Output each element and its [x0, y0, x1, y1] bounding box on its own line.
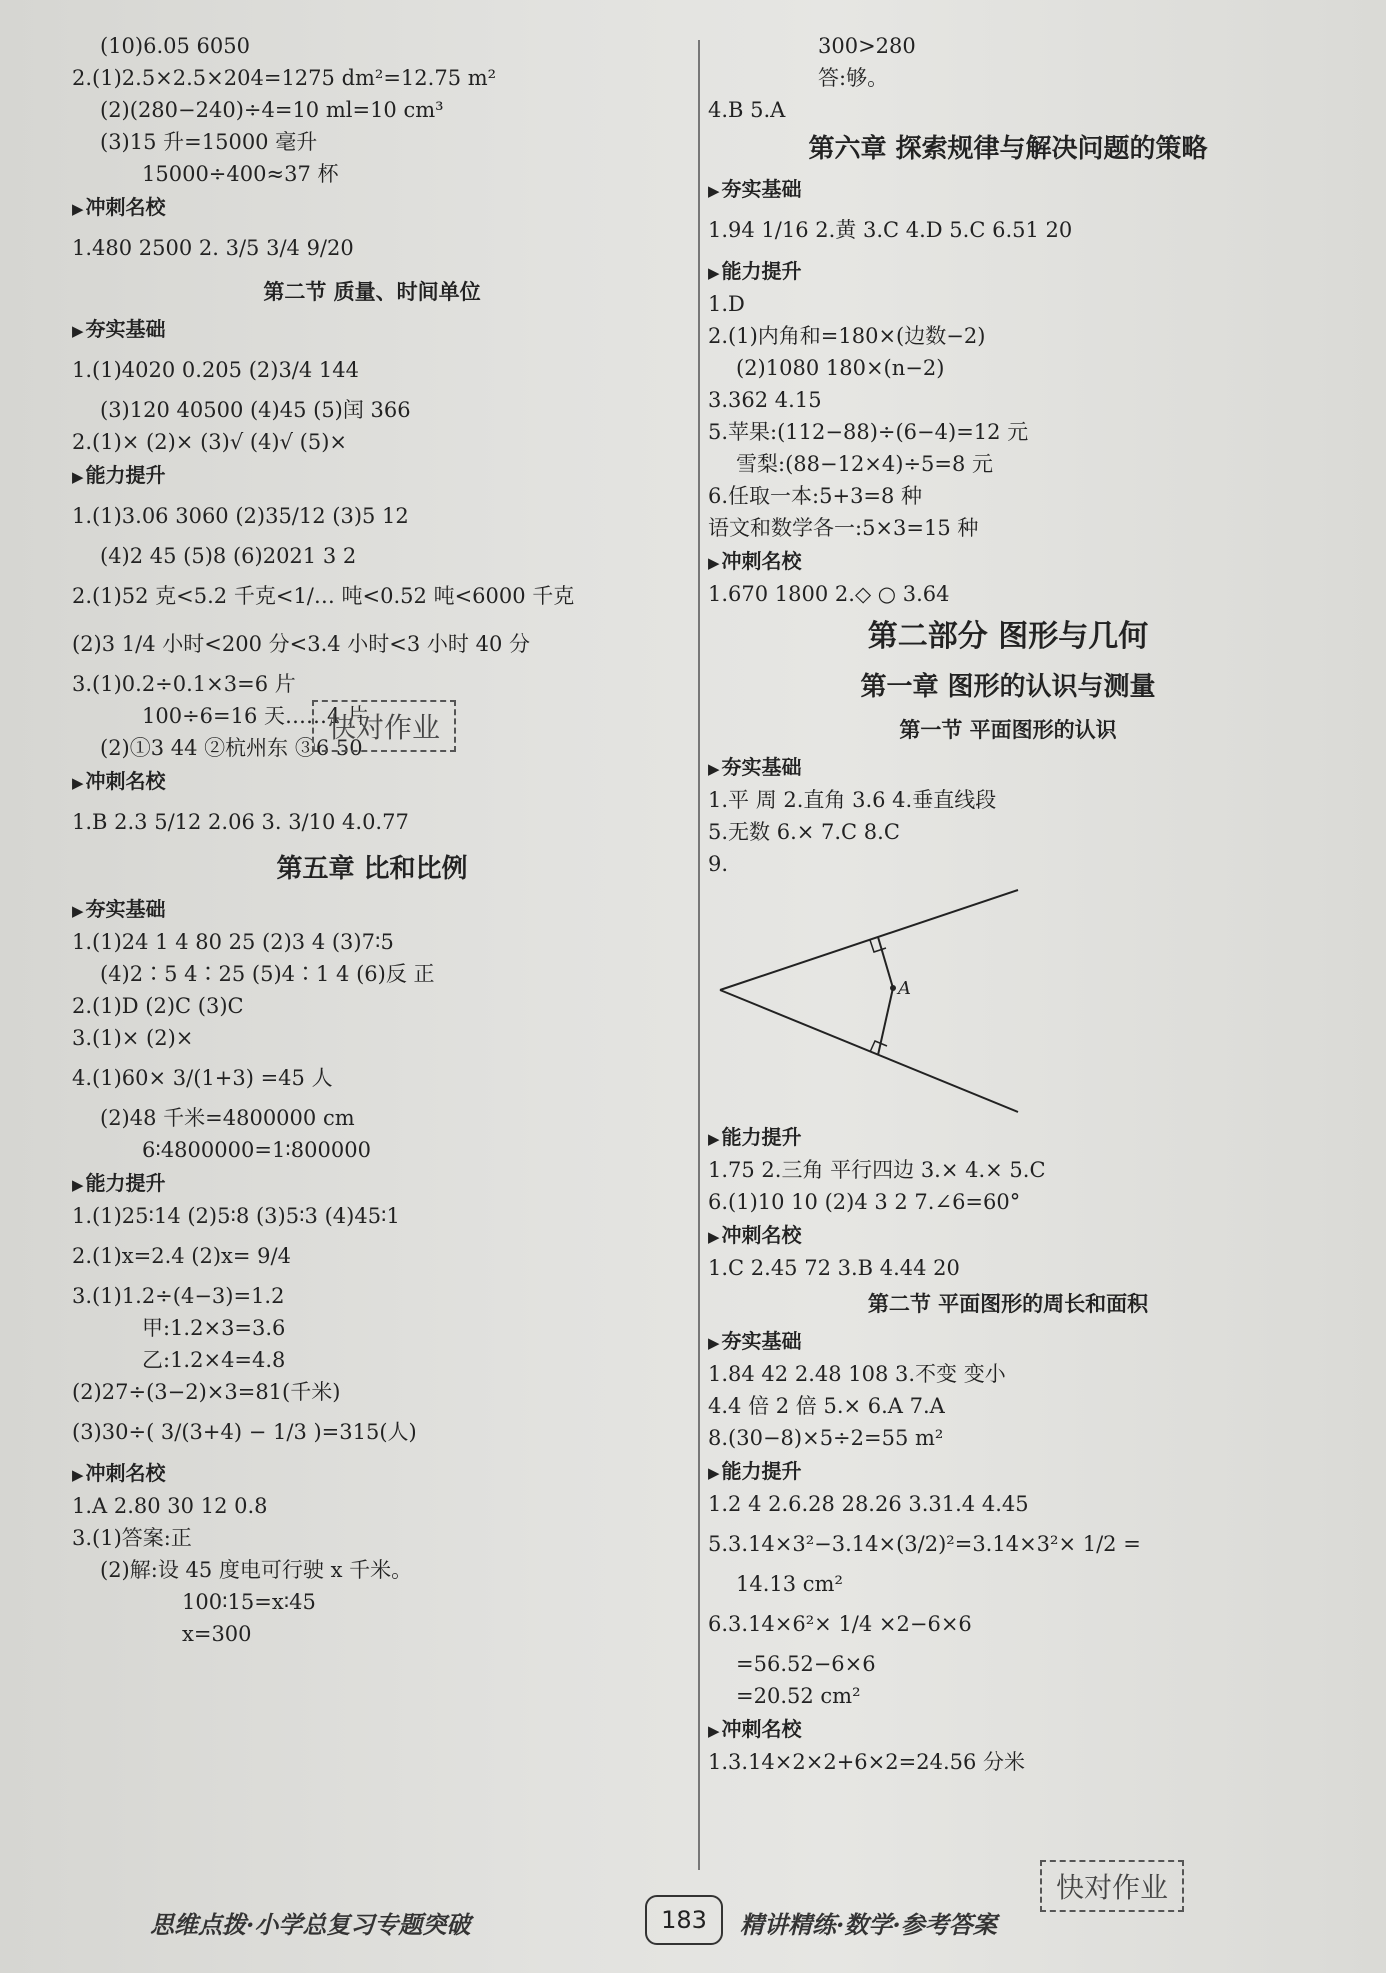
answer-line: =56.52−6×6 [736, 1652, 876, 1676]
answer-line: 1.(1)4020 0.205 (2)3/4 144 [72, 358, 359, 382]
answer-line: 6.(1)10 10 (2)4 3 2 7.∠6=60° [708, 1190, 1021, 1214]
section-label: ▶ 冲刺名校 [708, 544, 1308, 578]
section-label: ▶ 能力提升 [72, 1166, 672, 1200]
answer-line: 3.362 4.15 [708, 388, 822, 412]
answer-line: 6.3.14×6²× 1/4 ×2−6×6 [708, 1612, 972, 1636]
answer-line: 1.3.14×2×2+6×2=24.56 分米 [708, 1750, 1026, 1774]
right-column [708, 30, 1308, 1778]
section-label: ▶ 夯实基础 [72, 312, 672, 346]
answer-line: 1.2 4 2.6.28 28.26 3.31.4 4.45 [708, 1492, 1029, 1516]
answer-line: 2.(1)内角和=180×(边数−2) [708, 324, 986, 348]
answer-line: 6.任取一本:5+3=8 种 [708, 484, 923, 508]
answer-line: 1.(1)3.06 3060 (2)35/12 (3)5 12 [72, 504, 409, 528]
section-label: ▶ 冲刺名校 [72, 1456, 672, 1490]
section-label: ▶ 夯实基础 [708, 750, 1308, 784]
section-label: ▶ 能力提升 [708, 254, 1308, 288]
section-label: ▶ 冲刺名校 [708, 1712, 1308, 1746]
answer-line: 1.670 1800 2.◇ ○ 3.64 [708, 582, 950, 606]
answer-line: 甲:1.2×3=3.6 [142, 1316, 286, 1340]
section-label: ▶ 能力提升 [72, 458, 672, 492]
section-label: ▶ 能力提升 [708, 1454, 1308, 1488]
footer-section-title: 精讲精练·数学·参考答案 [740, 1910, 997, 1939]
angle-figure [708, 880, 1308, 1120]
chapter-heading: 第二部分 图形与几何 [867, 619, 1149, 654]
footer-book-title: 思维点拨·小学总复习专题突破 [150, 1910, 471, 1939]
answer-line: =20.52 cm² [736, 1684, 861, 1708]
answer-line: (2)①3 44 ②杭州东 ③6 50 [100, 736, 363, 760]
answer-line: 5.苹果:(112−88)÷(6−4)=12 元 [708, 420, 1029, 444]
chapter-heading: 第二节 平面图形的周长和面积 [867, 1292, 1149, 1316]
answer-line: 8.(30−8)×5÷2=55 m² [708, 1426, 944, 1450]
answer-line: 1.A 2.80 30 12 0.8 [72, 1494, 268, 1518]
section-label: ▶ 冲刺名校 [72, 764, 672, 798]
answer-line: (2)27÷(3−2)×3=81(千米) [72, 1380, 341, 1404]
chapter-heading: 第六章 探索规律与解决问题的策略 [808, 134, 1208, 164]
answer-line: (3)30÷( 3/(3+4) − 1/3 )=315(人) [72, 1420, 417, 1444]
answer-line: (2)1080 180×(n−2) [736, 356, 945, 380]
answer-line: (3)15 升=15000 毫升 [100, 130, 318, 154]
answer-line: 9. [708, 852, 729, 876]
column-divider [698, 40, 700, 1870]
answer-line: x=300 [182, 1622, 252, 1646]
section-label: ▶ 夯实基础 [708, 1324, 1308, 1358]
answer-line: (10)6.05 6050 [100, 34, 250, 58]
answer-line: (3)120 40500 (4)45 (5)闰 366 [100, 398, 411, 422]
answer-line: 1.94 1/16 2.黄 3.C 4.D 5.C 6.51 20 [708, 218, 1073, 242]
answer-line: 语文和数学各一:5×3=15 种 [708, 516, 979, 540]
answer-line: (2)(280−240)÷4=10 ml=10 cm³ [100, 98, 444, 122]
answer-line: 2.(1)D (2)C (3)C [72, 994, 244, 1018]
answer-line: 15000÷400≈37 杯 [142, 162, 339, 186]
watermark-stamp: 快对作业 [1040, 1860, 1184, 1912]
section-label: ▶ 能力提升 [708, 1120, 1308, 1154]
answer-line: 4.B 5.A [708, 98, 786, 122]
answer-line: 4.(1)60× 3/(1+3) =45 人 [72, 1066, 333, 1090]
left-column [72, 30, 672, 1650]
answer-line: 2.(1)× (2)× (3)√ (4)√ (5)× [72, 430, 348, 454]
answer-line: 3.(1)× (2)× [72, 1026, 194, 1050]
answer-line: 1.(1)24 1 4 80 25 (2)3 4 (3)7∶5 [72, 930, 394, 954]
answer-line: (4)2∶5 4∶25 (5)4∶1 4 (6)反 正 [100, 962, 435, 986]
answer-line: 1.平 周 2.直角 3.6 4.垂直线段 [708, 788, 997, 812]
answer-line: 1.C 2.45 72 3.B 4.44 20 [708, 1256, 960, 1280]
answer-line: 1.D [708, 292, 745, 316]
chapter-heading: 第一章 图形的认识与测量 [860, 672, 1156, 702]
answer-line: 2.(1)x=2.4 (2)x= 9/4 [72, 1244, 291, 1268]
answer-line: 14.13 cm² [736, 1572, 843, 1596]
answer-line: (2)解:设 45 度电可行驶 x 千米。 [100, 1558, 413, 1582]
answer-line: 3.(1)答案:正 [72, 1526, 192, 1550]
answer-line: 4.4 倍 2 倍 5.× 6.A 7.A [708, 1394, 945, 1418]
answer-line: 答:够。 [818, 66, 889, 90]
page-number: 183 [645, 1895, 723, 1945]
answer-line: 雪梨:(88−12×4)÷5=8 元 [736, 452, 994, 476]
section-label: ▶ 夯实基础 [72, 892, 672, 926]
answer-line: 乙:1.2×4=4.8 [142, 1348, 286, 1372]
answer-line: 2.(1)2.5×2.5×204=1275 dm²=12.75 m² [72, 66, 497, 90]
chapter-heading: 第二节 质量、时间单位 [263, 280, 481, 304]
answer-line: 300>280 [818, 34, 916, 58]
section-label: ▶ 冲刺名校 [72, 190, 672, 224]
answer-line: 1.75 2.三角 平行四边 3.× 4.× 5.C [708, 1158, 1046, 1182]
answer-line: 5.3.14×3²−3.14×(3/2)²=3.14×3²× 1/2 = [708, 1532, 1141, 1556]
answer-line: 2.(1)52 克<5.2 千克<1/… 吨<0.52 吨<6000 千克 [72, 584, 575, 608]
answer-line: 100∶15=x∶45 [182, 1590, 316, 1614]
section-label: ▶ 夯实基础 [708, 172, 1308, 206]
section-label: ▶ 冲刺名校 [708, 1218, 1308, 1252]
answer-line: 1.(1)25∶14 (2)5∶8 (3)5∶3 (4)45∶1 [72, 1204, 400, 1228]
answer-line: 5.无数 6.× 7.C 8.C [708, 820, 900, 844]
point-a-label: A [898, 978, 911, 999]
answer-line: (4)2 45 (5)8 (6)2021 3 2 [100, 544, 357, 568]
answer-line: 3.(1)0.2÷0.1×3=6 片 [72, 672, 296, 696]
answer-line: 1.B 2.3 5/12 2.06 3. 3/10 4.0.77 [72, 810, 409, 834]
answer-line: 3.(1)1.2÷(4−3)=1.2 [72, 1284, 285, 1308]
answer-line: 1.84 42 2.48 108 3.不变 变小 [708, 1362, 1006, 1386]
watermark-stamp: 快对作业 [312, 700, 456, 752]
chapter-heading: 第五章 比和比例 [276, 854, 468, 884]
answer-line: (2)48 千米=4800000 cm [100, 1106, 355, 1130]
answer-line: (2)3 1/4 小时<200 分<3.4 小时<3 小时 40 分 [72, 632, 530, 656]
answer-line: 6∶4800000=1∶800000 [142, 1138, 371, 1162]
answer-line: 100÷6=16 天……4 片 [142, 704, 369, 728]
chapter-heading: 第一节 平面图形的认识 [899, 718, 1117, 742]
answer-line: 1.480 2500 2. 3/5 3/4 9/20 [72, 236, 354, 260]
